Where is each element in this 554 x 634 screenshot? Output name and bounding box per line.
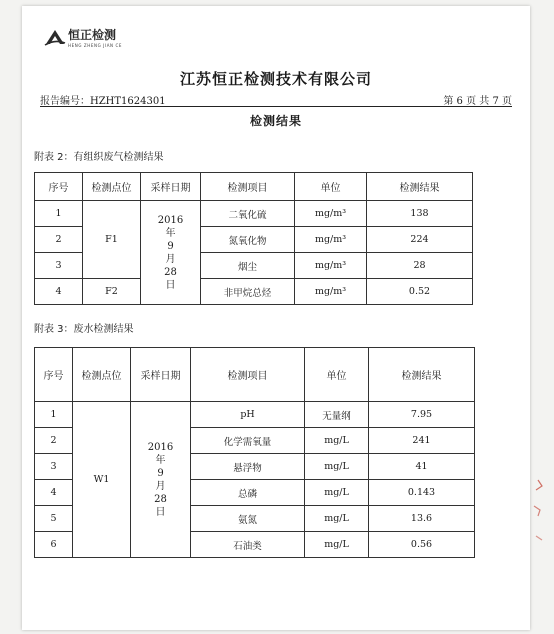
date-month: 9 — [157, 467, 164, 479]
table1-caption: 附表 2：有组织废气检测结果 — [34, 152, 164, 163]
cell-point: F1 — [83, 201, 141, 279]
cell-result: 0.52 — [367, 279, 473, 305]
table-row — [35, 201, 473, 227]
cell-result: 28 — [367, 253, 473, 279]
table-header-row — [35, 173, 473, 201]
cell-item: 化学需氧量 — [191, 428, 305, 454]
page-number: 第 6 页 共 7 页 — [443, 96, 512, 107]
date-month: 9 — [167, 240, 174, 252]
col-header-point: 检测点位 — [83, 173, 141, 201]
cell-no: 6 — [35, 532, 73, 558]
cell-item: 悬浮物 — [191, 454, 305, 480]
cell-no: 4 — [35, 279, 83, 305]
cell-unit: mg/L — [305, 454, 369, 480]
report-info-line — [40, 92, 512, 107]
cell-result: 241 — [369, 428, 475, 454]
section-title: 检测结果 — [249, 114, 302, 128]
cell-unit: mg/L — [305, 480, 369, 506]
cell-unit: mg/L — [305, 428, 369, 454]
cell-result: 41 — [369, 454, 475, 480]
cell-item: 总磷 — [191, 480, 305, 506]
date-year-char: 年 — [165, 227, 176, 239]
table2-caption: 附表 3：废水检测结果 — [34, 324, 134, 335]
cell-no: 3 — [35, 253, 83, 279]
logo-icon — [44, 28, 66, 46]
date-day-char: 日 — [165, 279, 176, 291]
cell-result: 7.95 — [369, 402, 475, 428]
exhaust-gas-table — [34, 172, 473, 305]
col-header-date: 采样日期 — [131, 348, 191, 402]
date-day: 28 — [164, 266, 177, 278]
date-day: 28 — [154, 493, 167, 505]
cell-no: 5 — [35, 506, 73, 532]
col-header-no: 序号 — [35, 348, 73, 402]
date-month-char: 月 — [155, 480, 166, 492]
cell-unit: mg/L — [305, 506, 369, 532]
cell-point: F2 — [83, 279, 141, 305]
cell-item: pH — [191, 402, 305, 428]
cell-item: 石油类 — [191, 532, 305, 558]
date-year: 2016 — [157, 214, 184, 226]
table-row — [35, 279, 473, 305]
cell-item: 氮氧化物 — [201, 227, 295, 253]
col-header-item: 检测项目 — [201, 173, 295, 201]
cell-item: 非甲烷总烃 — [201, 279, 295, 305]
seal-stamp-fragment — [530, 476, 546, 556]
cell-no: 1 — [35, 402, 73, 428]
report-number: 报告编号：HZHT1624301 — [40, 96, 166, 107]
table-row — [35, 402, 475, 428]
date-day-char: 日 — [155, 506, 166, 518]
cell-no: 2 — [35, 227, 83, 253]
cell-item: 二氧化硫 — [201, 201, 295, 227]
wastewater-table — [34, 347, 475, 558]
cell-unit: mg/m³ — [295, 279, 367, 305]
col-header-no: 序号 — [35, 173, 83, 201]
cell-no: 1 — [35, 201, 83, 227]
date-month-char: 月 — [165, 253, 176, 265]
cell-result: 0.56 — [369, 532, 475, 558]
cell-date — [141, 201, 201, 305]
cell-result: 224 — [367, 227, 473, 253]
col-header-unit: 单位 — [305, 348, 369, 402]
date-year: 2016 — [147, 441, 174, 453]
table-header-row — [35, 348, 475, 402]
cell-result: 0.143 — [369, 480, 475, 506]
cell-date — [131, 402, 191, 558]
col-header-point: 检测点位 — [73, 348, 131, 402]
cell-unit: mg/L — [305, 532, 369, 558]
cell-no: 2 — [35, 428, 73, 454]
cell-unit: mg/m³ — [295, 253, 367, 279]
col-header-unit: 单位 — [295, 173, 367, 201]
cell-result: 13.6 — [369, 506, 475, 532]
logo-text: 恒正检测 — [68, 28, 117, 42]
logo-subtext: HENG ZHENG JIAN CE — [68, 43, 123, 48]
col-header-result: 检测结果 — [367, 173, 473, 201]
cell-no: 3 — [35, 454, 73, 480]
cell-no: 4 — [35, 480, 73, 506]
document-page — [22, 6, 530, 630]
col-header-date: 采样日期 — [141, 173, 201, 201]
col-header-item: 检测项目 — [191, 348, 305, 402]
cell-unit: mg/m³ — [295, 201, 367, 227]
company-name: 江苏恒正检测技术有限公司 — [179, 70, 372, 88]
date-year-char: 年 — [155, 454, 166, 466]
cell-unit: mg/m³ — [295, 227, 367, 253]
cell-item: 氨氮 — [191, 506, 305, 532]
cell-result: 138 — [367, 201, 473, 227]
col-header-result: 检测结果 — [369, 348, 475, 402]
cell-unit: 无量纲 — [305, 402, 369, 428]
cell-point: W1 — [73, 402, 131, 558]
cell-item: 烟尘 — [201, 253, 295, 279]
